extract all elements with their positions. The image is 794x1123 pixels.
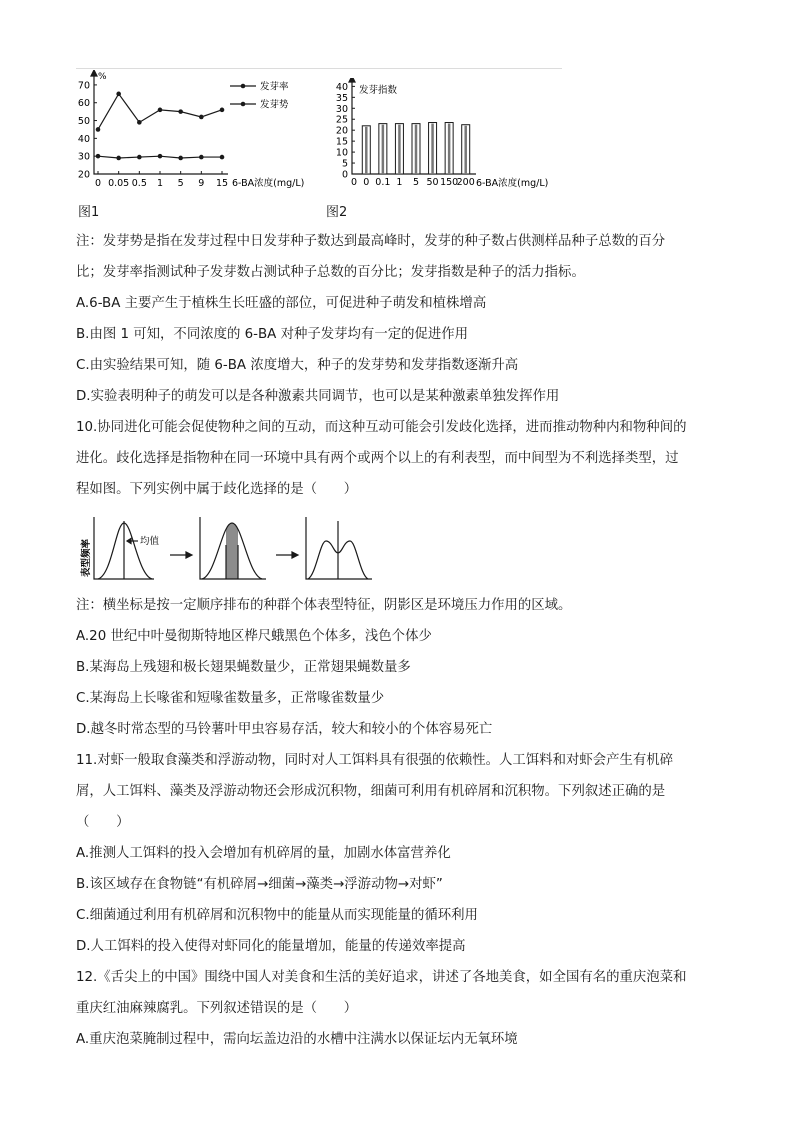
q12-stem-line-1: 12.《舌尖上的中国》围绕中国人对美食和生活的美好追求，讲述了各地美食，如全国有名的重庆泡菜和 [76, 970, 687, 985]
diagram-panel-3 [306, 517, 372, 579]
figure-1-data-point [220, 108, 225, 113]
note-line-2: 比；发芽率指测试种子发芽数占测试种子总数的百分比；发芽指数是种子的活力指标。 [76, 265, 585, 280]
figure-2-y-tick-label: 0 [341, 169, 348, 181]
figure-2-x-tick-label: 5 [412, 177, 420, 188]
figure-1-data-point [178, 156, 183, 161]
figure-1-data-point [199, 115, 204, 120]
figure-1-data-point [158, 154, 163, 159]
figure-1-x-axis-label: 6-BA浓度(mg/L) [232, 178, 305, 189]
figure-1-y-tick-label: 40 [77, 133, 90, 145]
q10-option-d: D.越冬时常态型的马铃薯叶甲虫容易存活，较大和较小的个体容易死亡 [76, 722, 493, 737]
q11-option-a: A.推测人工饵料的投入会增加有机碎屑的量，加剧水体富营养化 [76, 846, 451, 861]
figure-2-y-tick-label: 10 [335, 147, 348, 159]
q11-stem-line-1: 11.对虾一般取食藻类和浮游动物，同时对人工饵料具有很强的依赖性。人工饵料和对虾会产生有机碎 [76, 753, 674, 768]
figure-1-y-tick-label: 20 [77, 169, 90, 181]
q10-option-c: C.某海岛上长喙雀和短喙雀数量多，正常喙雀数量少 [76, 691, 385, 706]
figure-1-y-tick-label: 70 [77, 80, 90, 92]
figure-2-y-axis-label: 发芽指数 [359, 85, 398, 96]
q9-option-b: B.由图 1 可知，不同浓度的 6-BA 对种子发芽均有一定的促进作用 [76, 327, 469, 342]
figure-1-data-point [96, 154, 101, 159]
figure-2-bar-chart [326, 78, 566, 190]
q9-option-d: D.实验表明种子的萌发可以是各种激素共同调节，也可以是某种激素单独发挥作用 [76, 389, 560, 404]
figure-2-y-tick-label: 20 [335, 125, 348, 137]
figure-1-axes [94, 74, 228, 174]
figure-1-x-tick-label: 15 [215, 178, 229, 189]
figure-2-y-tick-label: 25 [335, 114, 348, 126]
q10-option-a: A.20 世纪中叶曼彻斯特地区桦尺蛾黑色个体多，浅色个体少 [76, 629, 432, 644]
figure-2-y-tick-label: 15 [335, 136, 348, 148]
figure-1-y-tick-label: 50 [77, 116, 90, 128]
figure-2-x-tick-label: 0.1 [375, 177, 391, 188]
figure-1-x-tick-label: 0 [94, 178, 102, 189]
diagram-y-axis-label: 表型频率 [81, 538, 92, 577]
figure-1-legend-marker [241, 84, 246, 89]
q9-option-c: C.由实验结果可知，随 6-BA 浓度增大，种子的发芽势和发芽指数逐渐升高 [76, 358, 519, 373]
q10-note: 注：横坐标是按一定顺序排布的种群个体表型特征，阴影区是环境压力作用的区域。 [76, 598, 572, 613]
figure-2-x-tick-label: 50 [426, 177, 439, 188]
figure-1-x-tick-label: 0.05 [108, 178, 130, 189]
diagram-panel-1 [94, 517, 154, 579]
figure-1-y-arrow [91, 70, 97, 76]
figure-2-x-tick-label: 150 [440, 177, 459, 188]
figure-2-y-arrow [349, 78, 355, 82]
figure-1-data-point [137, 155, 142, 160]
figure-2-y-tick-label: 35 [335, 92, 348, 104]
figure-1-legend-marker [241, 102, 246, 107]
figure-2-x-tick-label: 200 [456, 177, 475, 188]
q12-option-a: A.重庆泡菜腌制过程中，需向坛盖边沿的水槽中注满水以保证坛内无氧环境 [76, 1032, 518, 1047]
disruptive-selection-diagram [76, 515, 376, 587]
figure-2-y-tick-label: 40 [335, 81, 348, 93]
q11-stem-line-2: 屑，人工饵料、藻类及浮游动物还会形成沉积物，细菌可利用有机碎屑和沉积物。下列叙述正确的是 [76, 784, 666, 799]
figure-2-y-tick-label: 5 [341, 158, 348, 170]
figure-1-legend-label: 发芽势 [260, 99, 289, 111]
q12-stem-line-2: 重庆红油麻辣腐乳。下列叙述错误的是（ ） [76, 1001, 358, 1016]
diagram-panel-2 [200, 515, 266, 579]
q11-stem-line-3: （ ） [76, 815, 130, 830]
top-rule [76, 68, 562, 69]
figure-1-x-tick-label: 1 [156, 178, 164, 189]
q11-option-b: B.该区域存在食物链“有机碎屑→细菌→藻类→浮游动物→对虾” [76, 877, 443, 892]
diagram-mean-label: 均值 [140, 536, 160, 547]
figure-1-x-tick-label: 5 [177, 178, 184, 189]
figure-1-data-point [178, 109, 183, 114]
figure-1-y-unit: % [98, 72, 107, 82]
figure-1-data-point [220, 155, 225, 160]
figure-1-y-tick-label: 60 [77, 98, 90, 110]
q10-stem-line-1: 10.协同进化可能会促使物种之间的互动，而这种互动可能会引发歧化选择，进而推动物种内和物种间的 [76, 420, 687, 435]
figure-1-line-chart [76, 70, 326, 190]
figure-2-y-tick-label: 30 [335, 103, 348, 115]
figure-1-data-point [116, 156, 121, 161]
figure-1-data-point [96, 127, 101, 132]
figure-2-x-tick-label: 0 [363, 177, 370, 188]
q10-stem-line-3: 程如图。下列实例中属于歧化选择的是（ ） [76, 482, 358, 497]
figure-1-data-point [199, 155, 204, 160]
figure-1-data-point [158, 108, 163, 113]
arrow-1 [170, 552, 192, 558]
figure-1-data-point [137, 120, 142, 125]
note-line-1: 注：发芽势是指在发芽过程中日发芽种子数达到最高峰时，发芽的种子数占供测样品种子总数的百分 [76, 234, 666, 249]
q11-option-d: D.人工饵料的投入使得对虾同化的能量增加，能量的传递效率提高 [76, 939, 466, 954]
figure-1-y-tick-label: 30 [77, 151, 90, 163]
figure-1-data-point [116, 92, 121, 97]
figure-1-label: 图1 [78, 205, 100, 220]
q9-option-a: A.6-BA 主要产生于植株生长旺盛的部位，可促进种子萌发和植株增高 [76, 296, 487, 311]
q11-option-c: C.细菌通过利用有机碎屑和沉积物中的能量从而实现能量的循环利用 [76, 908, 478, 923]
q10-option-b: B.某海岛上残翅和极长翅果蝇数量少，正常翅果蝇数量多 [76, 660, 411, 675]
figure-1-x-tick-label: 9 [198, 178, 205, 189]
figure-2-origin-label: 0 [350, 177, 358, 188]
arrow-2 [276, 552, 298, 558]
figure-1-legend-label: 发芽率 [260, 81, 289, 93]
figure-2-x-tick-label: 1 [396, 177, 403, 188]
figure-2-label: 图2 [326, 205, 348, 220]
figure-2-x-axis-label: 6-BA浓度(mg/L) [476, 178, 549, 189]
q10-stem-line-2: 进化。歧化选择是指物种在同一环境中具有两个或两个以上的有利表型，而中间型为不利选择类型，过 [76, 451, 679, 466]
figure-1-x-tick-label: 0.5 [131, 178, 147, 189]
